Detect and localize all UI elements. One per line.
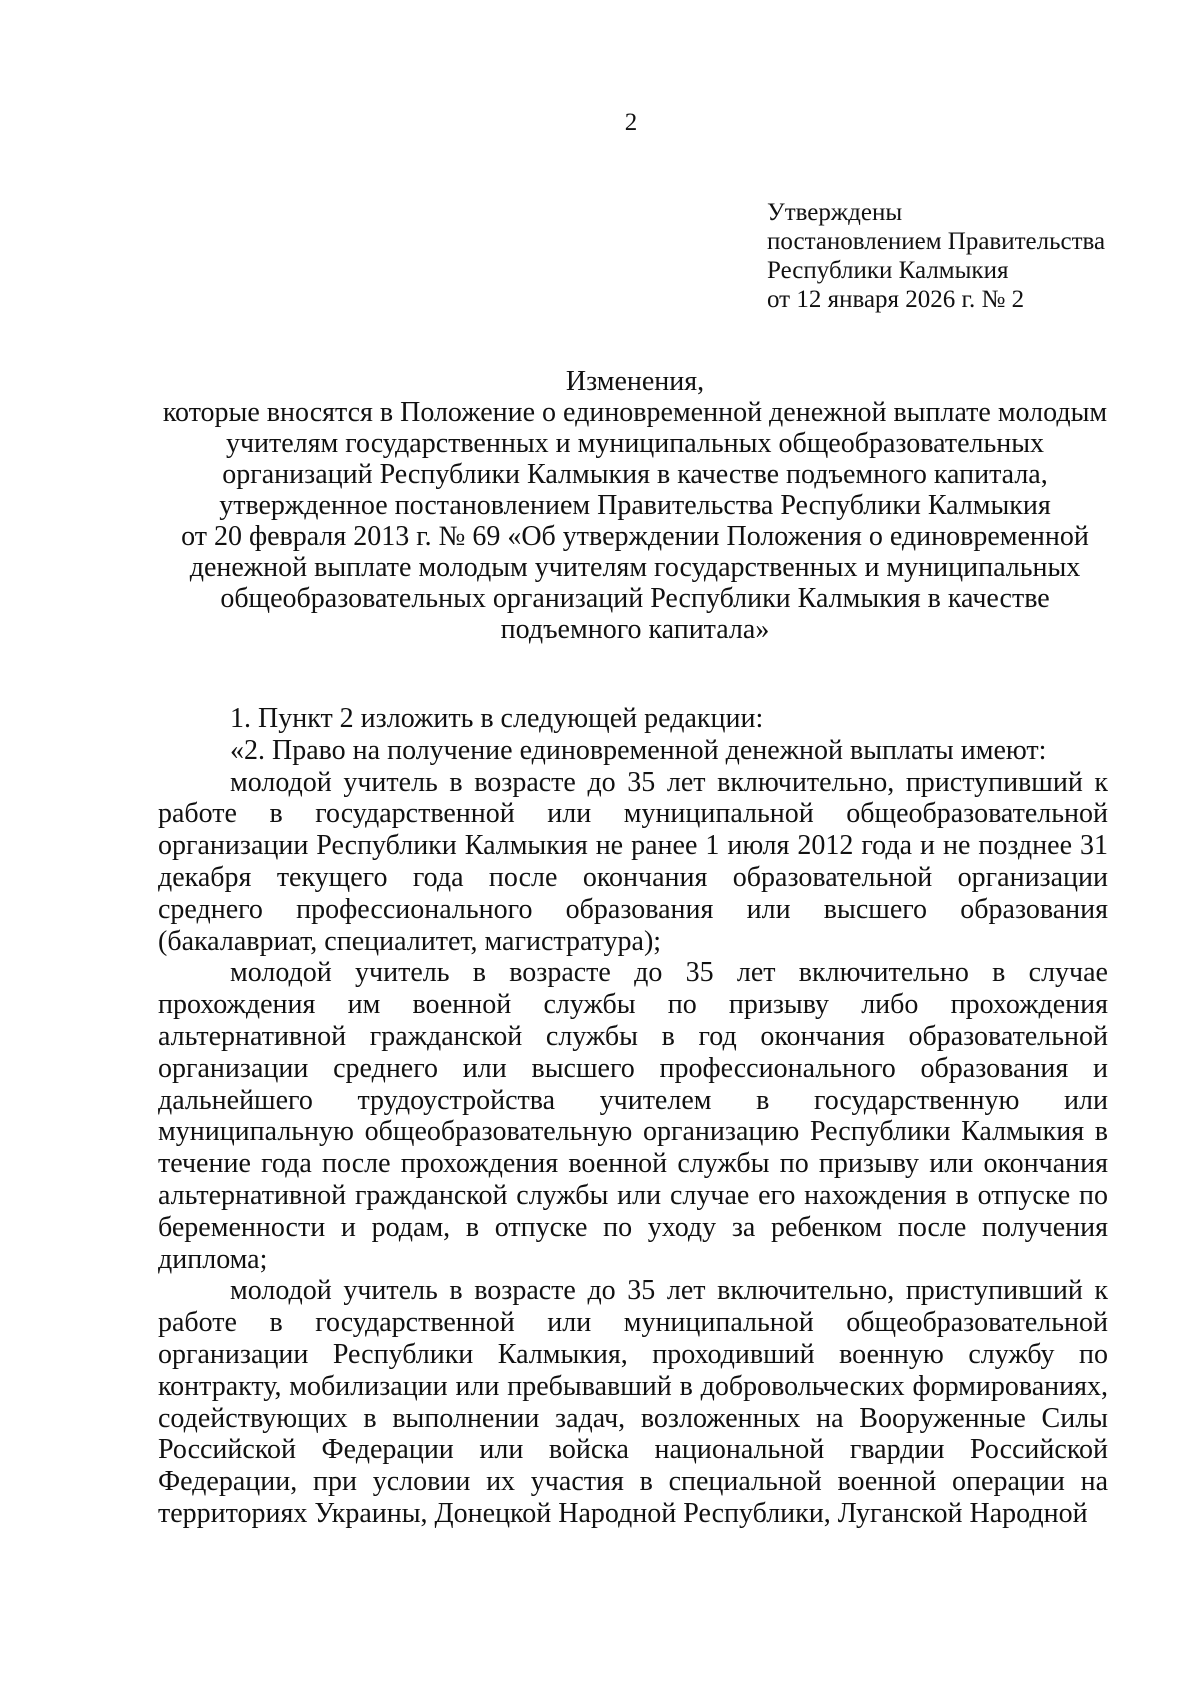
approval-line: постановлением Правительства: [767, 228, 1106, 255]
page-number: 2: [624, 109, 638, 136]
title-line: организаций Республики Калмыкия в качестве подъемного капитала,: [222, 459, 1048, 490]
document-title: [150, 366, 1120, 645]
title-line: денежной выплате молодым учителям государственных и муниципальных: [189, 552, 1081, 583]
body-paragraph: «2. Право на получение единовременной денежной выплаты имеют:: [230, 734, 1047, 766]
approval-line: Республики Калмыкия: [767, 257, 1009, 284]
body-paragraph: молодой учитель в возрасте до 35 лет включительно в случае прохождения им военной службы по призыву либо прохождения альтернативной гражданской службы в год окончания образовательной организации среднего или высшего профессионального образования и дальнейшего трудоустройства учителем в государственную или муниципальную общеобразовательную организацию Республики Калмыкия в течение года после прохождения военной службы по призыву или окончания альтернативной гражданской службы или случае его нахождения в отпуске по беременности и родам, в отпуске по уходу за ребенком после получения диплома;: [158, 957, 1108, 1275]
approval-line: от 12 января 2026 г. № 2: [767, 286, 1025, 313]
body-paragraph: молодой учитель в возрасте до 35 лет включительно, приступивший к работе в государственной или муниципальной общеобразовательной организации Республики Калмыкия, проходивший военную службу по контракту, мобилизации или пребывавший в добровольческих формированиях, содействующих в выполнении задач, возложенных на Вооруженные Силы Российской Федерации или войска национальной гвардии Российской Федерации, при условии их участия в специальной военной операции на территориях Украины, Донецкой Народной Республики, Луганской Народной: [158, 1275, 1108, 1529]
title-line: общеобразовательных организаций Республики Калмыкия в качестве: [220, 583, 1050, 614]
approval-line: Утверждены: [767, 199, 903, 226]
title-line: учителям государственных и муниципальных общеобразовательных: [225, 428, 1045, 459]
title-line: подъемного капитала»: [500, 614, 770, 645]
approval-stamp-block: [767, 198, 1105, 314]
body-paragraph: молодой учитель в возрасте до 35 лет включительно, приступивший к работе в государственной или муниципальной общеобразовательной организации Республики Калмыкия не ранее 1 июля 2012 года и не позднее 31 декабря текущего года после окончания образовательной организации среднего профессионального образования или высшего образования (бакалавриат, специалитет, магистратура);: [158, 766, 1108, 957]
title-line: которые вносятся в Положение о единовременной денежной выплате молодым: [162, 397, 1108, 428]
title-line: от 20 февраля 2013 г. № 69 «Об утверждении Положения о единовременной: [181, 521, 1089, 552]
document-body: [158, 703, 1108, 1530]
title-line: утвержденное постановлением Правительства Республики Калмыкия: [219, 490, 1051, 521]
title-heading: Изменения,: [565, 366, 705, 397]
body-paragraph: 1. Пункт 2 изложить в следующей редакции:: [230, 703, 764, 734]
